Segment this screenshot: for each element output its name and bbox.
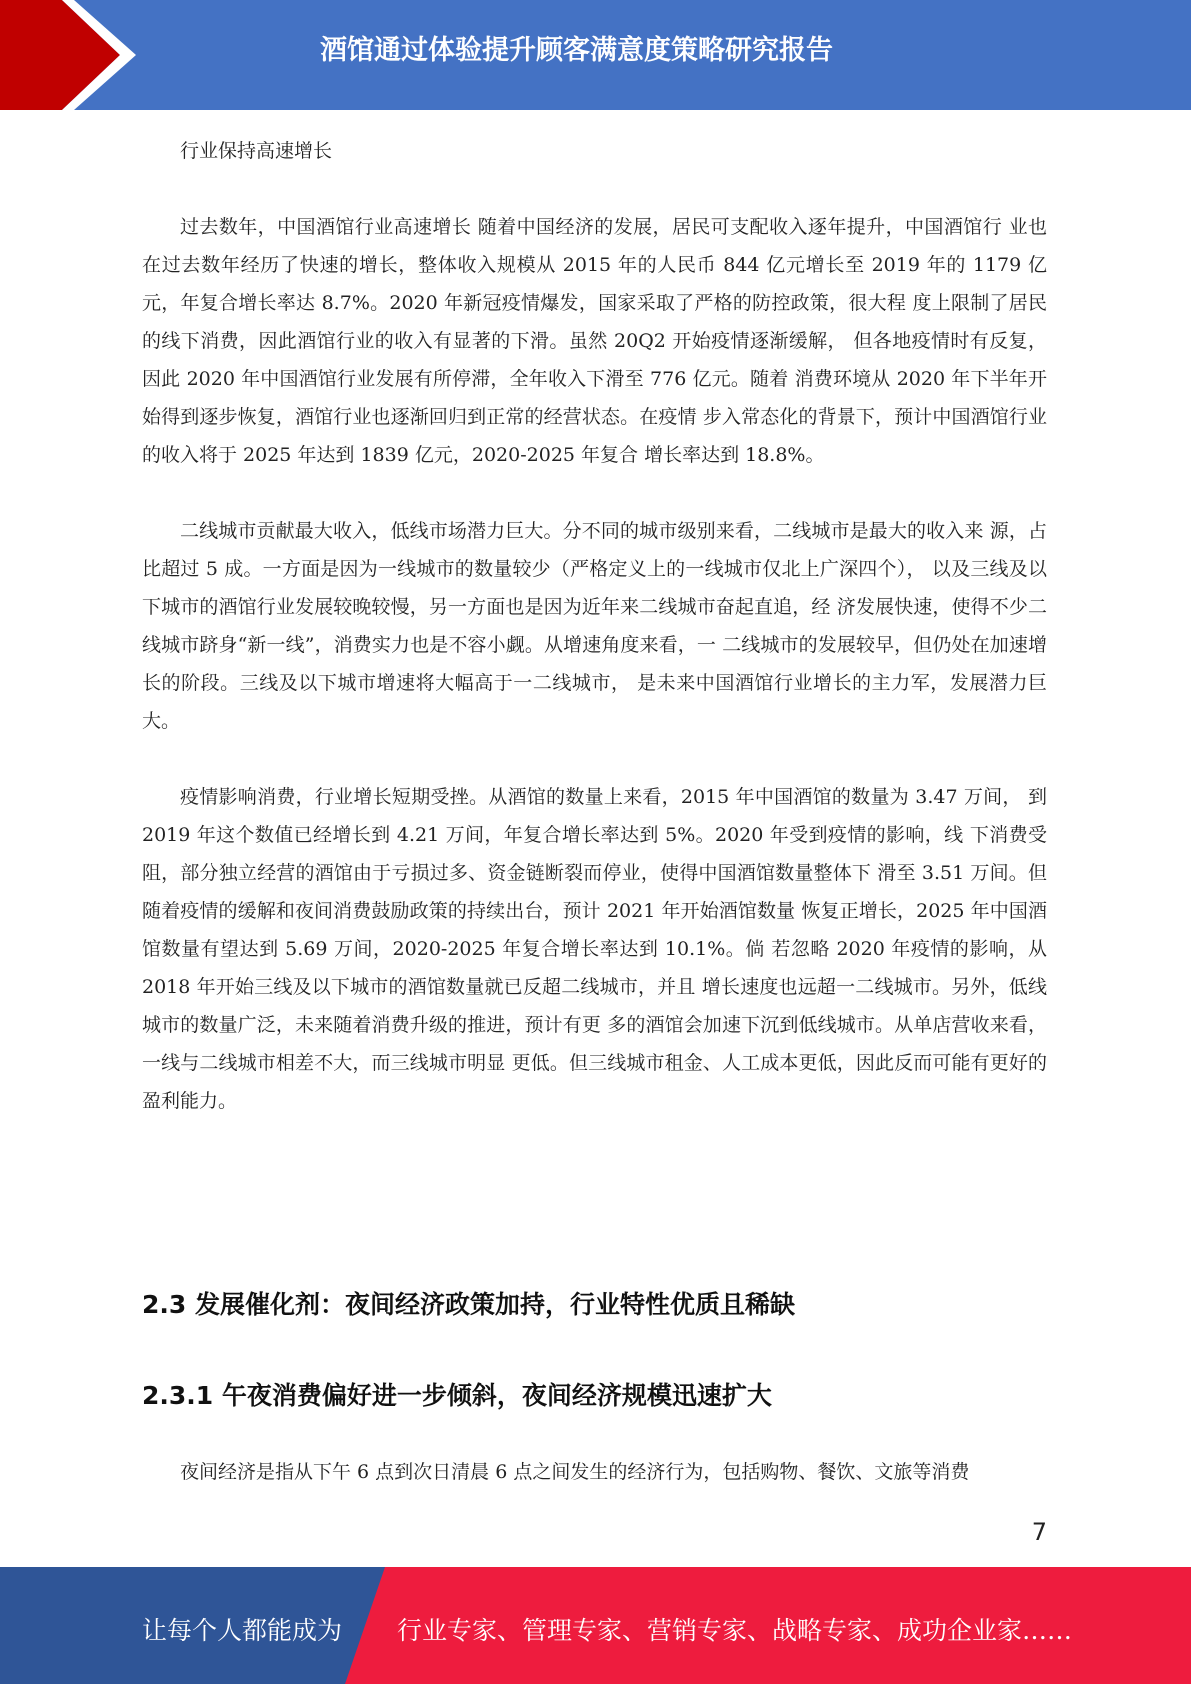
paragraph-city-tiers: 二线城市贡献最大收入，低线市场潜力巨大。分不同的城市级别来看，二线城市是最大的收入来 源，占比超过 5 成。一方面是因为一线城市的数量较少（严格定义上的一线城市仅北上广深四个）， 以及三线及以下城市的酒馆行业发展较晚较慢，另一方面也是因为近年来二线城市奋起直追，经 济发展快速，使得不少二线城市跻身“新一线”，消费实力也是不容小觑。从增速角度来看，一 二线城市的发展较早，但仍处在加速增长的阶段。三线及以下城市增速将大幅高于一二线城市， 是未来中国酒馆行业增长的主力军，发展潜力巨大。 (142, 520, 1047, 732)
document-title: 酒馆通过体验提升顾客满意度策略研究报告 (320, 35, 833, 66)
section-heading-2-3: 2.3 发展催化剂：夜间经济政策加持，行业特性优质且稀缺 (142, 1290, 795, 1319)
page-number: 7 (1031, 1518, 1047, 1546)
page-header (0, 0, 1191, 110)
footer-slogan-right: 行业专家、管理专家、营销专家、战略专家、成功企业家…… (397, 1616, 1073, 1645)
paragraph-industry-growth: 过去数年，中国酒馆行业高速增长 随着中国经济的发展，居民可支配收入逐年提升，中国酒馆行 业也在过去数年经历了快速的增长，整体收入规模从 2015 年的人民币 844 亿元增长至 2019 年的 1179 亿元，年复合增长率达 8.7%。2020 年新冠疫情爆发，国家采取了严格的防控政策，很大程 度上限制了居民的线下消费，因此酒馆行业的收入有显著的下滑。虽然 20Q2 开始疫情逐渐缓解， 但各地疫情时有反复，因此 2020 年中国酒馆行业发展有所停滞，全年收入下滑至 776 亿元。随着 消费环境从 2020 年下半年开始得到逐步恢复，酒馆行业也逐渐回归到正常的经营状态。在疫情 步入常态化的背景下，预计中国酒馆行业的收入将于 2025 年达到 1839 亿元，2020-2025 年复合 增长率达到 18.8%。 (142, 216, 1047, 466)
header-arrow-decoration (0, 0, 150, 110)
section-subtitle: 行业保持高速增长 (180, 140, 333, 162)
section-heading-2-3-1: 2.3.1 午夜消费偏好进一步倾斜，夜间经济规模迅速扩大 (142, 1381, 772, 1410)
footer-slogan-left: 让每个人都能成为 (142, 1616, 343, 1645)
page-footer (0, 1567, 1191, 1684)
paragraph-night-economy: 夜间经济是指从下午 6 点到次日清晨 6 点之间发生的经济行为，包括购物、餐饮、文旅等消费 (180, 1461, 970, 1483)
paragraph-pandemic-impact: 疫情影响消费，行业增长短期受挫。从酒馆的数量上来看，2015 年中国酒馆的数量为 3.47 万间， 到 2019 年这个数值已经增长到 4.21 万间，年复合增长率达到 5%。2020 年受到疫情的影响，线 下消费受阻，部分独立经营的酒馆由于亏损过多、资金链断裂而停业，使得中国酒馆数量整体下 滑至 3.51 万间。但随着疫情的缓解和夜间消费鼓励政策的持续出台，预计 2021 年开始酒馆数量 恢复正增长，2025 年中国酒馆数量有望达到 5.69 万间，2020-2025 年复合增长率达到 10.1%。倘 若忽略 2020 年疫情的影响，从 2018 年开始三线及以下城市的酒馆数量就已反超二线城市，并且 增长速度也远超一二线城市。另外，低线城市的数量广泛，未来随着消费升级的推进，预计有更 多的酒馆会加速下沉到低线城市。从单店营收来看，一线与二线城市相差不大，而三线城市明显 更低。但三线城市租金、人工成本更低，因此反而可能有更好的盈利能力。 (142, 786, 1047, 1112)
body-text (142, 132, 1047, 1120)
